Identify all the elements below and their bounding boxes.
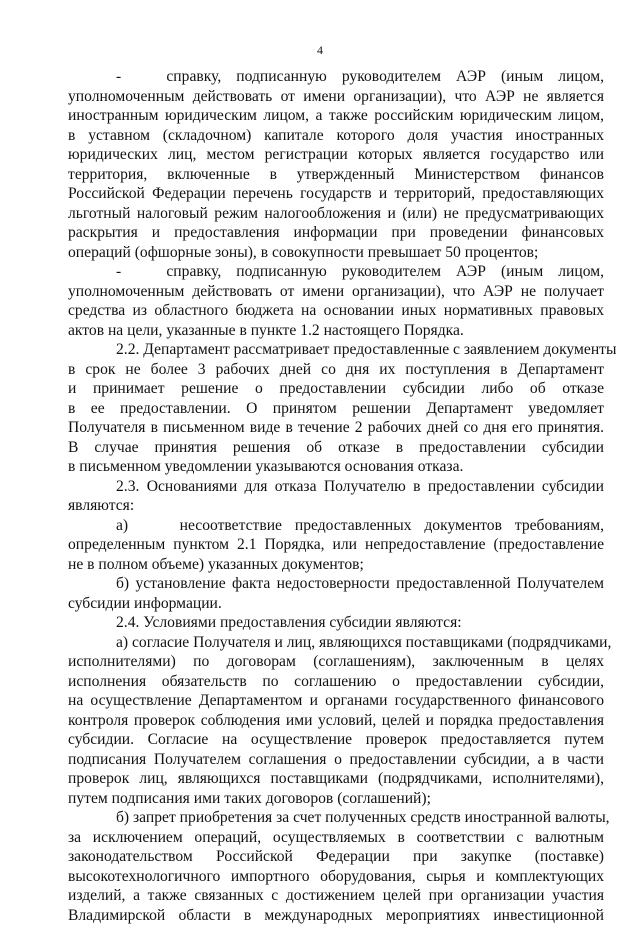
- text-line: 2.3. Основаниями для отказа Получателю в предоставлении субсидии: [116, 477, 604, 497]
- text-line: 2.4. Условиями предоставления субсидии являются:: [116, 613, 604, 633]
- text-line: б) запрет приобретения за счет полученных средств иностранной валюты,: [116, 808, 604, 828]
- text-line: Владимирской области в международных мероприятиях инвестиционной: [68, 906, 604, 925]
- text-line: Получателя в письменном виде в течение 2 рабочих дней со дня его принятия.: [68, 418, 604, 438]
- text-line: - справку, подписанную руководителем АЭР (иным лицом,: [116, 262, 604, 282]
- text-line: а) согласие Получателя и лиц, являющихся поставщиками (подрядчиками,: [116, 633, 604, 653]
- text-line: раскрытия и предоставления информации при проведении финансовых: [68, 223, 604, 243]
- text-line: путем подписания ими таких договоров (соглашений);: [68, 789, 604, 809]
- text-line: льготный налоговый режим налогообложения и (или) не предусматривающих: [68, 204, 604, 224]
- text-line: являются:: [68, 496, 604, 516]
- text-line: В случае принятия решения об отказе в предоставлении субсидии: [68, 438, 604, 458]
- text-line: актов на цели, указанные в пункте 1.2 настоящего Порядка.: [68, 321, 604, 341]
- text-line: в письменном уведомлении указываются основания отказа.: [68, 457, 604, 477]
- text-line: в срок не более 3 рабочих дней со дня их поступления в Департамент: [68, 360, 604, 380]
- text-line: на осуществление Департаментом и органами государственного финансового: [68, 691, 604, 711]
- text-line: исполнителями) по договорам (соглашениям), заключенным в целях: [68, 652, 604, 672]
- text-line: исполнения обязательств по соглашению о предоставлении субсидии,: [68, 672, 604, 692]
- text-line: в уставном (складочном) капитале которого доля участия иностранных: [68, 126, 604, 146]
- text-line: в ее предоставлении. О принятом решении Департамент уведомляет: [68, 399, 604, 419]
- text-line: уполномоченным действовать от имени организации), что АЭР не является: [68, 87, 604, 107]
- text-line: иностранным юридическим лицом, а также российским юридическим лицом,: [68, 106, 604, 126]
- text-line: б) установление факта недостоверности предоставленной Получателем: [116, 574, 604, 594]
- text-line: операций (офшорные зоны), в совокупности превышает 50 процентов;: [68, 243, 604, 263]
- text-line: субсидии информации.: [68, 594, 604, 614]
- text-line: 2.2. Департамент рассматривает предоставленные с заявлением документы: [116, 340, 604, 360]
- text-line: - справку, подписанную руководителем АЭР (иным лицом,: [116, 67, 604, 87]
- text-line: средства из областного бюджета на основании иных нормативных правовых: [68, 301, 604, 321]
- text-line: территория, включенные в утвержденный Министерством финансов: [68, 165, 604, 185]
- text-line: Российской Федерации перечень государств и территорий, предоставляющих: [68, 184, 604, 204]
- text-line: изделий, а также связанных с достижением целей при организации участия: [68, 886, 604, 906]
- text-line: контроля проверок соблюдения ими условий, целей и порядка предоставления: [68, 711, 604, 731]
- text-line: законодательством Российской Федерации при закупке (поставке): [68, 847, 604, 867]
- text-line: определенным пунктом 2.1 Порядка, или непредоставление (предоставление: [68, 535, 604, 555]
- text-line: не в полном объеме) указанных документов;: [68, 555, 604, 575]
- text-line: за исключением операций, осуществляемых в соответствии с валютным: [68, 828, 604, 848]
- text-line: проверок лиц, являющихся поставщиками (подрядчиками, исполнителями),: [68, 769, 604, 789]
- text-line: юридических лиц, местом регистрации которых является государство или: [68, 145, 604, 165]
- text-line: субсидии. Согласие на осуществление проверок предоставляется путем: [68, 730, 604, 750]
- text-line: высокотехнологичного импортного оборудования, сырья и комплектующих: [68, 867, 604, 887]
- text-line: а) несоответствие предоставленных документов требованиям,: [116, 516, 604, 536]
- page-number: 4: [0, 43, 640, 58]
- text-line: подписания Получателем соглашения о предоставлении субсидии, а в части: [68, 750, 604, 770]
- text-line: и принимает решение о предоставлении субсидии либо об отказе: [68, 379, 604, 399]
- document-body: [116, 67, 604, 925]
- text-line: уполномоченным действовать от имени организации), что АЭР не получает: [68, 282, 604, 302]
